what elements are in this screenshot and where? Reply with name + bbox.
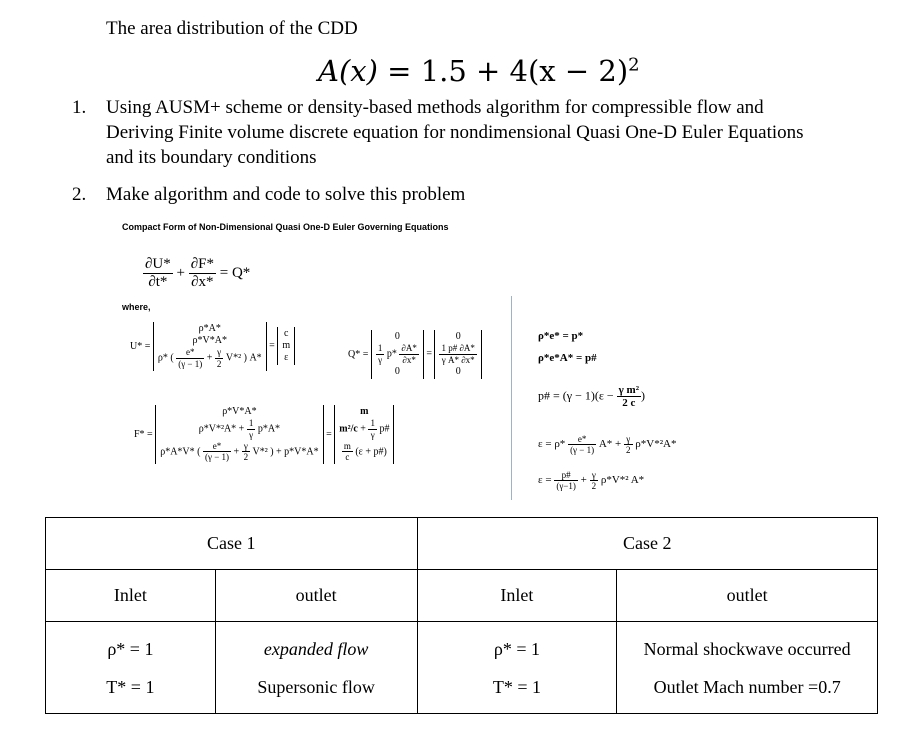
heading: The area distribution of the CDD [106, 18, 358, 39]
task-list [72, 95, 832, 219]
q-vector: Q* = 0 $\frac{1}{\gamma}$ p* $\frac{\partial A*}{\partial x*}$ 0 = 0 $\frac{1 p\# \partial A*}{\text{γ A* ∂x*}}$ 0 [348, 330, 482, 379]
relation-epsilon-1: ε = ρ* $\frac{e*}{(\gamma - 1)}$ A* + $\frac{\gamma}{2}$ ρ*V*²A* [538, 434, 677, 455]
header-inlet: Inlet [46, 570, 216, 622]
formula-rhs: 1.5 + 4(x − 2) [420, 54, 629, 88]
header-outlet: outlet [617, 570, 878, 622]
table-value: T* = 1 [106, 676, 155, 697]
list-item [72, 95, 832, 170]
case2-header: Case 2 [417, 518, 877, 570]
list-text: Using AUSM+ scheme or density-based methods algorithm for compressible flow and Deriving Finite volume discrete equation for nondimensional Quasi One-D Euler Equations and its boundary conditions [106, 97, 804, 168]
header-outlet: outlet [215, 570, 417, 622]
list-item [72, 182, 832, 207]
header-inlet: Inlet [417, 570, 617, 622]
relation-pe: ρ*e* = p* [538, 330, 584, 342]
equations-title: Compact Form of Non-Dimensional Quasi One-D Euler Governing Equations [122, 222, 449, 232]
list-text: Make algorithm and code to solve this problem [106, 184, 466, 205]
area-formula [318, 54, 640, 88]
table-value: Normal shockwave occurred [643, 638, 851, 659]
relation-peA: ρ*e*A* = p# [538, 352, 597, 364]
table-value: Supersonic flow [257, 676, 375, 697]
case1-outlet-cell [215, 622, 417, 714]
formula-lhs: A(x) [318, 54, 378, 88]
relation-p-hash: p# = (γ − 1)(ε − $\frac{\text{γ m²}}{2 c}$ ) [538, 384, 645, 409]
cases-table [45, 517, 878, 714]
conservation-equation: $\frac{\partial U*}{\partial t*}$ + $\frac{\partial F*}{\partial x*}$ = Q* [145, 256, 251, 290]
formula-exp: 2 [628, 54, 640, 76]
case1-header: Case 1 [46, 518, 418, 570]
table-value: ρ* = 1 [493, 638, 540, 659]
case2-outlet-cell [617, 622, 878, 714]
table-value: ρ* = 1 [107, 638, 154, 659]
table-value: Outlet Mach number =0.7 [653, 676, 841, 697]
where-label: where, [122, 302, 151, 312]
list-number: 1. [72, 97, 87, 118]
f-vector: F* = ρ*V*A* ρ*V*²A* + $\frac{1}{\gamma}$ p*A* ρ*A*V* ( $\frac{e*}{(\gamma - 1)}$ + $\frac{\gamma}{2}$ V*² ) + p*V*A* = m m²/c + $\frac{1}{\gamma}$ p# $\frac{m}{c}$ (ε + p#) [134, 405, 394, 464]
table-value: expanded flow [263, 638, 369, 659]
figure-divider [511, 296, 512, 500]
formula-eq: = [387, 54, 412, 88]
list-number: 2. [72, 184, 87, 205]
case1-inlet-cell [46, 622, 216, 714]
table-value: T* = 1 [492, 676, 541, 697]
relation-epsilon-2: ε = $\frac{p\#}{(\gamma-1)}$ + $\frac{\gamma}{2}$ ρ*V*² A* [538, 470, 645, 491]
case2-inlet-cell [417, 622, 617, 714]
u-vector: U* = ρ*A* ρ*V*A* ρ* ( $\frac{e*}{(\gamma - 1)}$ + $\frac{\gamma}{2}$ V*² ) A* = c m ε [130, 322, 295, 371]
